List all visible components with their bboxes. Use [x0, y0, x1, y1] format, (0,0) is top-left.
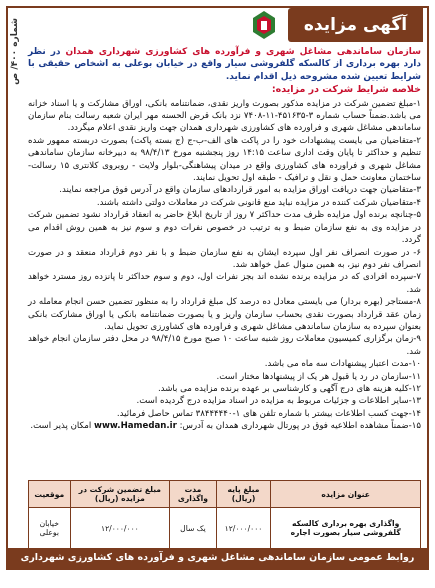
intro-text: در نظر دارد بهره برداری از کالسکه گلفروشی سیار واقع در خیابان بوعلی به اشخاص حقیقی با شرایط تعیین شده مشروحه ذیل اقدام نماید. — [28, 47, 421, 82]
location-cell: خیابان بوعلی — [29, 508, 71, 549]
duration-cell: یک سال — [170, 508, 216, 549]
condition-item: ۸-مستاجر (بهره بردار) می بایستی معادل ده درصد کل مبلغ قرارداد را به منظور تضمین حسن انجام معامله در زمان عقد قرارداد بصورت نقدی بحساب سازمان واریز و یا بصورت ضمانتنامه بانکی یا اوراق مشارکت بانکی بعنوان سپرده به سازمان ساماندهی مشاغل شهری و فراورده های کشاورزی تحویل نماید. — [28, 297, 421, 332]
website-link[interactable]: www.Hamedan.ir — [94, 421, 177, 432]
conditions-heading: خلاصه شرایط شرکت در مزایده: — [271, 84, 421, 96]
condition-item-suffix: امکان پذیر است. — [30, 421, 92, 432]
condition-item: ۱۲-کلیه هزینه های درج آگهی و کارشناسی بر عهده برنده مزایده می باشد. — [157, 383, 421, 394]
condition-item: ۲-متقاضیان می بایست پیشنهادات خود را در پاکت های الف-ب-ج (ج بسته پاکت) بصورت دربسته ممهور شده تنظیم و حداکثر تا پایان وقت اداری ساعت ۱۴:۱۵ روز پنجشنبه مورخ ۹۸/۴/۱۳ به دبیرخانه سازمان ساماندهی مشاغل شهری و فراورده های کشاورزی واقع در میدان پیشاهنگی-بلوار ولایت - روبروی کلانتری ۱۵ رسالت- ساختمان معاونت حمل و نقل و ترافیک - طبقه اول تحویل نمایند. — [28, 135, 421, 184]
column-header: مدت واگذاری — [170, 481, 216, 508]
condition-item-website — [28, 420, 421, 432]
condition-item: ۶- در صورت انصراف نفر اول سپرده ایشان به نفع سازمان ضبط و با نفر دوم قرارداد منعقد و در صورت انصراف نفر دوم نیز، به همین منوال عمل خواهد شد. — [28, 247, 421, 270]
condition-item: ۴-متقاضیان شرکت کننده در مزایده نباید منع قانونی شرکت در معاملات دولتی داشته باشند. — [96, 197, 421, 208]
issue-number: شماره ۴۰۰/ ص — [10, 18, 20, 85]
condition-item: ۱۳-سایر اطلاعات و جزئیات مربوط به مزایده در اسناد مزایده درج گردیده است. — [136, 396, 421, 407]
base-price-cell: ۱۲/۰۰۰/۰۰۰ — [216, 508, 271, 549]
column-header: مبلغ تضمین شرکت در مزایده (ریال) — [70, 481, 170, 508]
intro-org: سازمان ساماندهی مشاغل شهری و فرآورده های کشاورزی شهرداری همدان — [65, 47, 422, 57]
intro-paragraph — [28, 46, 421, 83]
footer-text: روابط عمومی سازمان ساماندهی مشاغل شهری و فرآورده های کشاورزی شهرداری همدان — [20, 552, 415, 583]
condition-item: ۳-متقاضیان جهت دریافت اوراق مزایده به امور قراردادهای سازمان واقع در آدرس فوق مراجعه نمایند. — [59, 185, 421, 196]
column-header: عنوان مزایده — [271, 481, 421, 508]
ad-badge-label: آگهی مزایده — [303, 15, 408, 35]
column-header: موقعیت — [29, 481, 71, 508]
footer-banner — [8, 548, 427, 583]
condition-item: ۱-مبلغ تضمین شرکت در مزایده مذکور بصورت واریز نقدی، ضمانتنامه بانکی، اوراق مشارکت و یا اسناد خزانه می باشد.ضمناً حساب شماره ۳-۴۵۱۶۳۵-۱۱-۷۴۰۸ نزد بانک قرض الحسنه مهر ایران شعبه رسالت بنام سازمان ساماندهی مشاغل شهری و فراورده های کشاورزی شهرداری همدان جهت واریز نقدی اعلام میگردد. — [28, 98, 421, 134]
municipality-logo-icon — [251, 10, 277, 40]
condition-item: ۵-چنانچه برنده اول مزایده ظرف مدت حداکثر ۷ روز از تاریخ ابلاغ حاضر به انعقاد قرارداد نشود تضمین شرکت در مزایده وی به نفع سازمان ضبط و به ترتیب در خصوص نفرات دوم و سوم نیز به همین روش اقدام می گردد. — [28, 210, 421, 246]
auction-table — [28, 480, 421, 549]
condition-item: ۱۴-جهت کسب اطلاعات بیشتر با شماره تلفن های ۱-۳۸۴۴۴۴۴۰ تماس حاصل فرمائید. — [116, 408, 421, 419]
condition-item: ۷-سپرده افرادی که در مزایده برنده نشده اند بجز نفرات اول، دوم و سوم حداکثر تا پانزده روز مسترد خواهد شد. — [28, 272, 421, 295]
ad-badge — [288, 8, 423, 42]
table-row — [29, 508, 421, 549]
condition-item-text: ۱۵-ضمناً مشاهده اطلاعیه فوق در پورتال شهرداری همدان به آدرس: — [179, 421, 421, 432]
guarantee-cell: ۱۲/۰۰۰/۰۰۰ — [70, 508, 170, 549]
auction-title-cell: واگذاری بهره برداری کالسکه گلفروشی سیار بصورت اجاره — [271, 508, 421, 549]
condition-item: ۱۱-سازمان در رد یا قبول هر یک از پیشنهادها مختار است. — [216, 371, 421, 382]
condition-item: ۹-زمان برگزاری کمیسیون معاملات روز شنبه ساعت ۱۰ صبح مورخ ۹۸/۴/۱۵ در محل دفتر سازمان انجام خواهد شد. — [28, 334, 422, 357]
condition-item: ۱۰-مدت اعتبار پیشنهادات سه ماه می باشد. — [264, 359, 421, 370]
ad-body — [28, 46, 421, 433]
table-header-row — [29, 481, 421, 508]
issue-number-strip — [10, 18, 24, 168]
column-header: مبلغ پایه (ریال) — [216, 481, 271, 508]
